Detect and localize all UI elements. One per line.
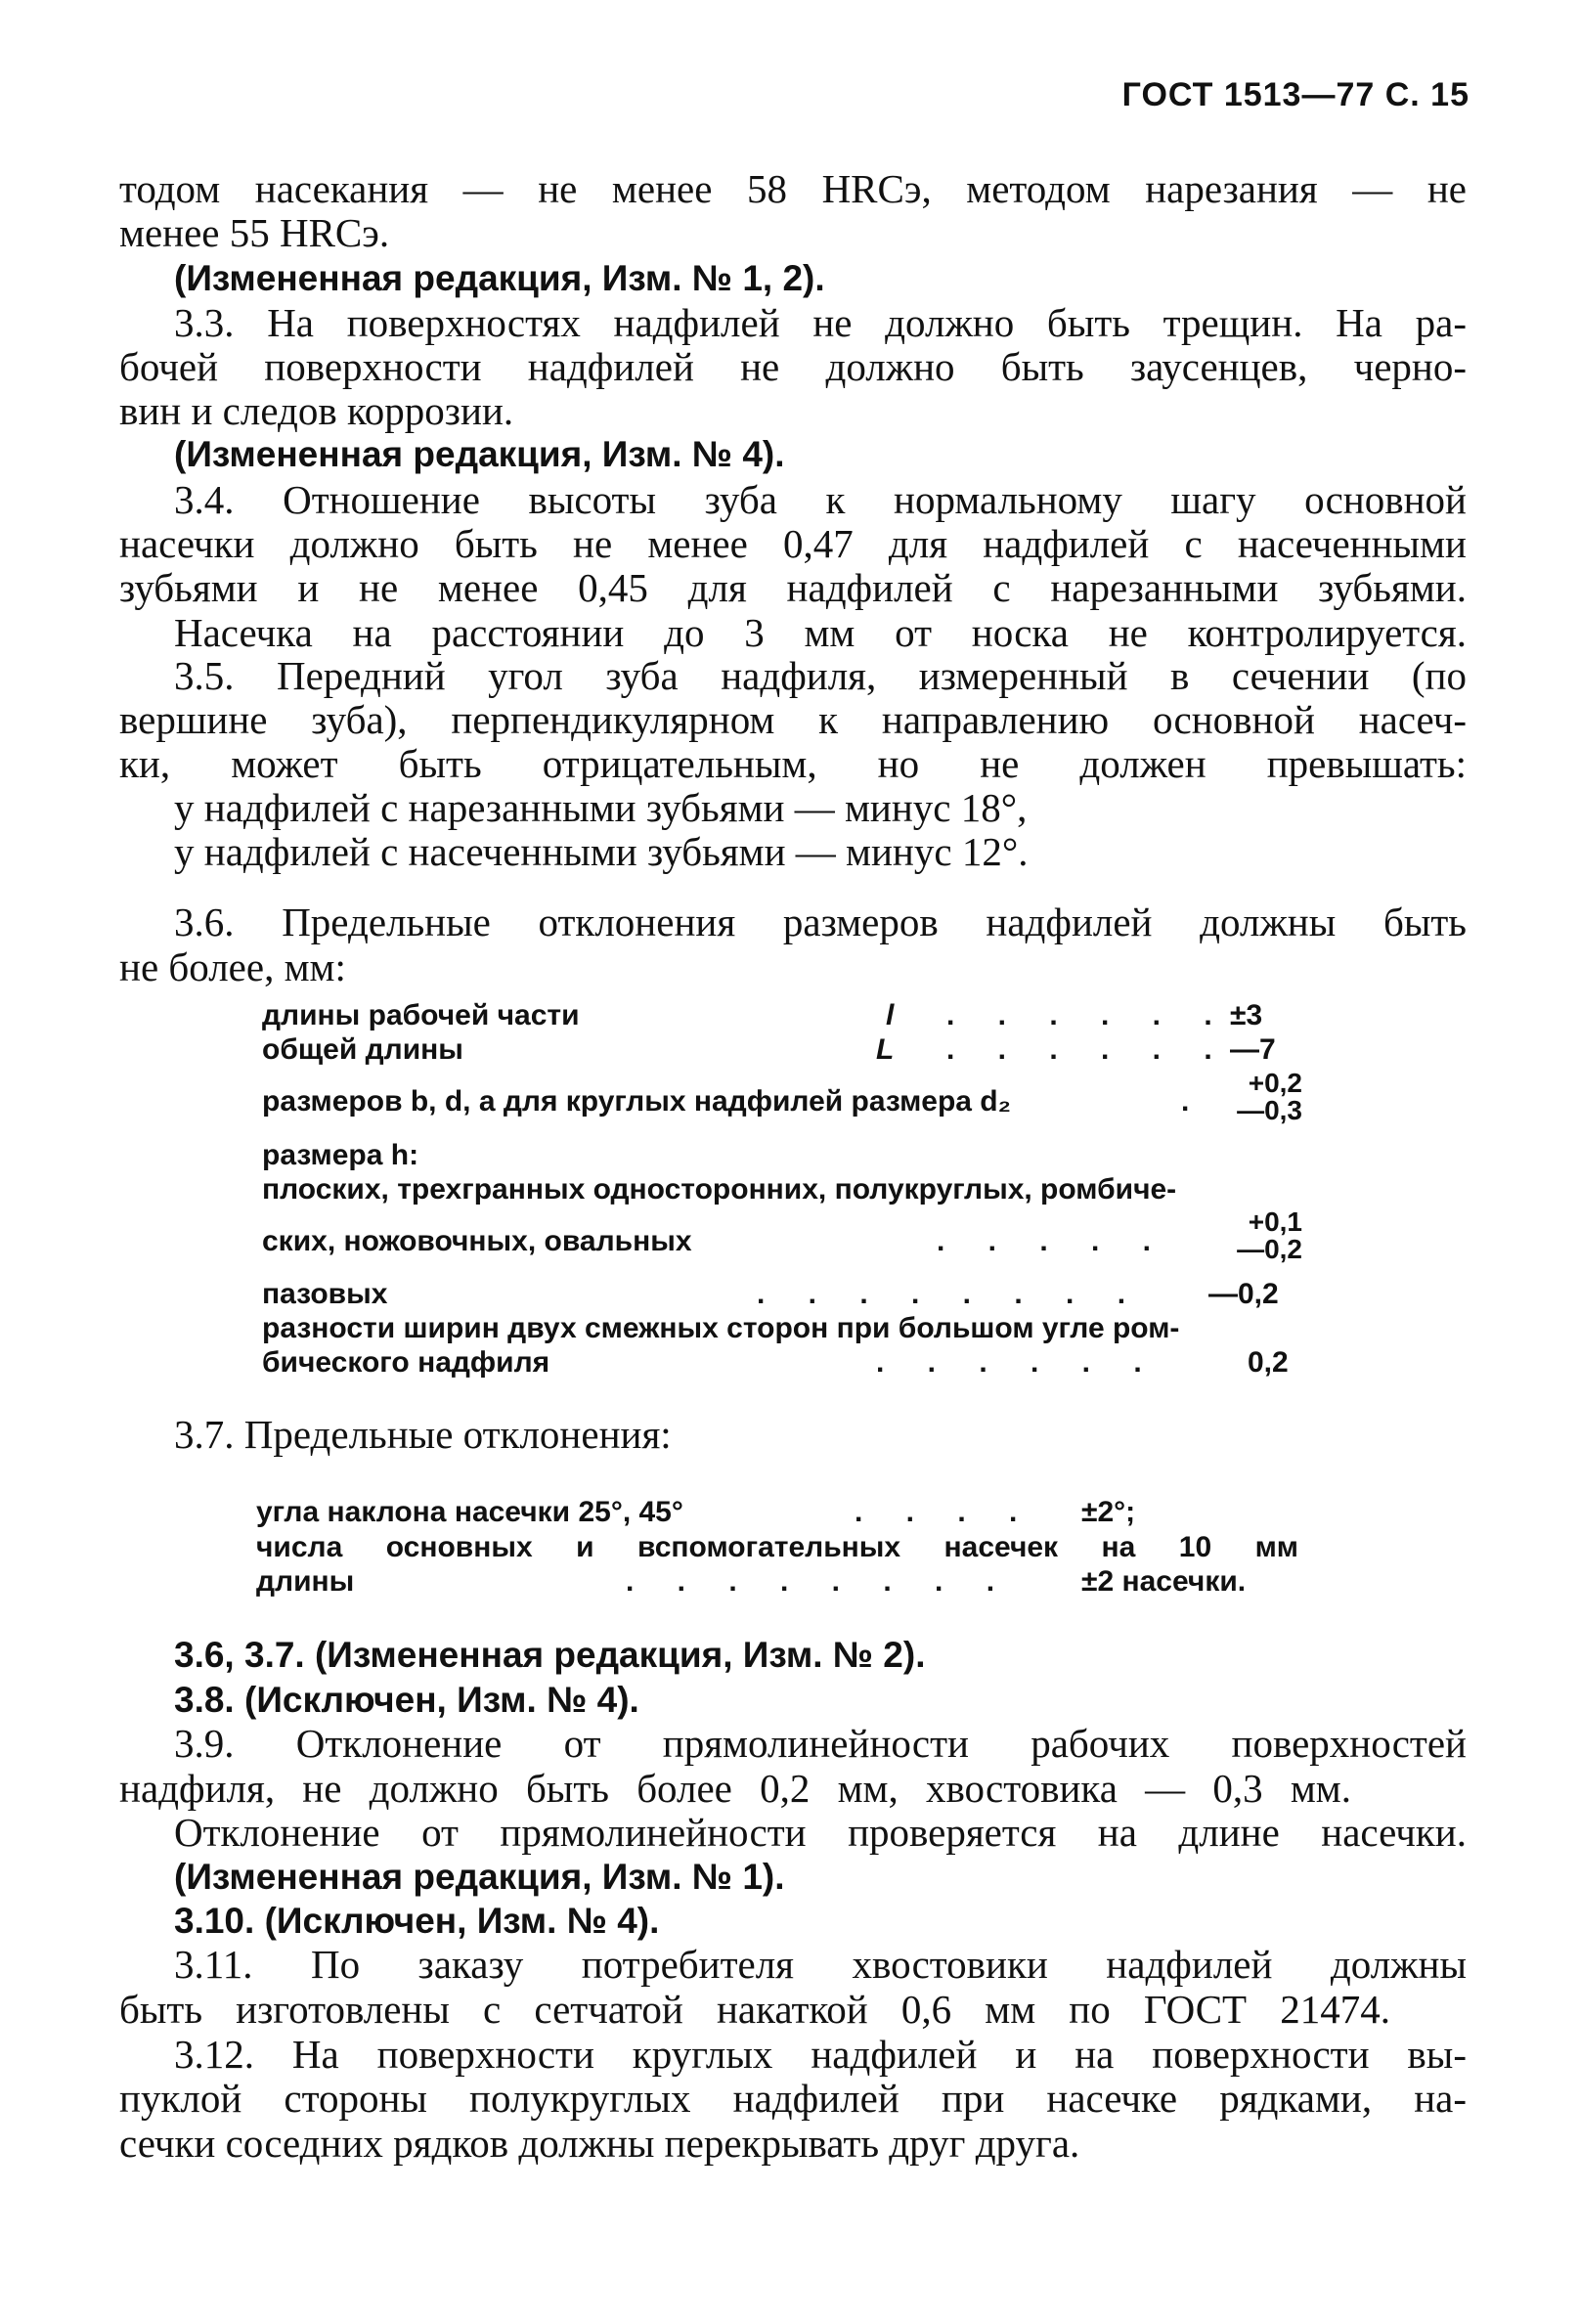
- leader-dots: . . . . . . . .: [757, 1278, 1144, 1310]
- tolerance-label: разности ширин двух смежных сторон при большом угле ром-: [262, 1312, 1180, 1344]
- tolerance-value: 0,2: [1248, 1346, 1289, 1379]
- tolerance-symbol: l: [886, 999, 895, 1031]
- tolerance-value: ±2 насечки.: [1081, 1565, 1247, 1598]
- paragraph-line: ки, может быть отрицательным, но не должен превышать:: [119, 741, 1467, 786]
- tolerance-label: числа основных и вспомогательных насечек на 10 мм: [256, 1531, 1298, 1563]
- tolerance-label: ских, ножовочных, овальных: [262, 1225, 692, 1257]
- paragraph-line: вершине зуба), перпендикулярном к направлению основной насеч-: [119, 697, 1467, 742]
- upper-deviation: +0,1: [1248, 1206, 1302, 1237]
- paragraph-line: 3.7. Предельные отклонения:: [174, 1412, 672, 1457]
- tolerance-label: размера h:: [262, 1139, 419, 1171]
- tolerance-label: бического надфиля: [262, 1346, 550, 1379]
- paragraph-line: пуклой стороны полукруглых надфилей при насечке рядками, на-: [119, 2076, 1467, 2121]
- revision-note: (Измененная редакция, Изм. № 4).: [174, 434, 785, 474]
- paragraph-line: 3.3. На поверхностях надфилей не должно быть трещин. На ра-: [174, 300, 1467, 345]
- tolerance-value: ±2°;: [1081, 1496, 1136, 1528]
- tolerance-label: длины: [256, 1565, 355, 1598]
- paragraph-line: бочей поверхности надфилей не должно быть заусенцев, черно-: [119, 344, 1467, 389]
- leader-dots: . . . . . . . .: [626, 1565, 1013, 1598]
- paragraph-line: надфиля, не должно быть более 0,2 мм, хвостовика — 0,3 мм.: [119, 1766, 1351, 1811]
- paragraph-line: зубьями и не менее 0,45 для надфилей с нарезанными зубьями.: [119, 565, 1467, 610]
- paragraph-line: вин и следов коррозии.: [119, 388, 514, 433]
- leader-dots: .: [1181, 1085, 1190, 1118]
- paragraph-line: тодом насекания — не менее 58 HRCэ, методом нарезания — не: [119, 166, 1467, 211]
- paragraph-line: менее 55 HRCэ.: [119, 210, 390, 255]
- revision-note: 3.6, 3.7. (Измененная редакция, Изм. № 2).: [174, 1635, 926, 1675]
- tolerance-label: угла наклона насечки 25°, 45°: [256, 1496, 683, 1528]
- revision-note: 3.8. (Исключен, Изм. № 4).: [174, 1680, 639, 1720]
- leader-dots: . . . . . .: [876, 1346, 1160, 1379]
- paragraph-line: 3.6. Предельные отклонения размеров надфилей должны быть: [174, 899, 1467, 944]
- revision-note: 3.10. (Исключен, Изм. № 4).: [174, 1901, 660, 1941]
- paragraph-line: 3.5. Передний угол зуба надфиля, измеренный в сечении (по: [174, 653, 1467, 698]
- paragraph-line: насечки должно быть не менее 0,47 для надфилей с насеченными: [119, 521, 1467, 566]
- tolerance-label: общей длины: [262, 1033, 463, 1066]
- paragraph-line: не более, мм:: [119, 944, 346, 989]
- tolerance-value: [1214, 1208, 1302, 1263]
- upper-deviation: +0,2: [1248, 1068, 1302, 1098]
- tolerance-label: пазовых: [262, 1278, 388, 1310]
- paragraph-line: 3.12. На поверхности круглых надфилей и на поверхности вы-: [174, 2032, 1467, 2077]
- lower-deviation: —0,3: [1237, 1095, 1302, 1125]
- paragraph-line: 3.11. По заказу потребителя хвостовики надфилей должны: [174, 1942, 1467, 1987]
- tolerance-value: —0,2: [1208, 1278, 1279, 1310]
- tolerance-value: —7: [1230, 1033, 1276, 1066]
- lower-deviation: —0,2: [1237, 1234, 1302, 1264]
- revision-note: (Измененная редакция, Изм. № 1).: [174, 1857, 785, 1897]
- paragraph-line: быть изготовлены с сетчатой накаткой 0,6 мм по ГОСТ 21474.: [119, 1987, 1390, 2032]
- tolerance-symbol: L: [876, 1033, 895, 1066]
- paragraph-line: 3.9. Отклонение от прямолинейности рабочих поверхностей: [174, 1721, 1467, 1766]
- paragraph-line: сечки соседних рядков должны перекрывать друг друга.: [119, 2121, 1080, 2166]
- paragraph-line: Отклонение от прямолинейности проверяется на длине насечки.: [174, 1810, 1467, 1855]
- tolerance-label: плоских, трехгранных односторонних, полукруглых, ромбиче-: [262, 1173, 1177, 1206]
- paragraph-line: у надфилей с насеченными зубьями — минус 12°.: [174, 829, 1029, 874]
- leader-dots: . . . . . .: [946, 1033, 1230, 1066]
- leader-dots: . . . . .: [937, 1225, 1169, 1257]
- page-header: ГОСТ 1513—77 С. 15: [1121, 76, 1469, 113]
- tolerance-value: [1214, 1070, 1302, 1124]
- revision-note: (Измененная редакция, Изм. № 1, 2).: [174, 258, 825, 298]
- leader-dots: . . . . . .: [946, 999, 1230, 1031]
- paragraph-line: у надфилей с нарезанными зубьями — минус 18°,: [174, 785, 1028, 830]
- tolerance-value: ±3: [1230, 999, 1263, 1031]
- tolerance-label: размеров b, d, а для круглых надфилей размера d₂: [262, 1085, 1011, 1118]
- leader-dots: . . . .: [855, 1496, 1035, 1528]
- tolerance-label: длины рабочей части: [262, 999, 580, 1031]
- paragraph-line: 3.4. Отношение высоты зуба к нормальному шагу основной: [174, 477, 1467, 522]
- paragraph-line: Насечка на расстоянии до 3 мм от носка не контролируется.: [174, 610, 1467, 655]
